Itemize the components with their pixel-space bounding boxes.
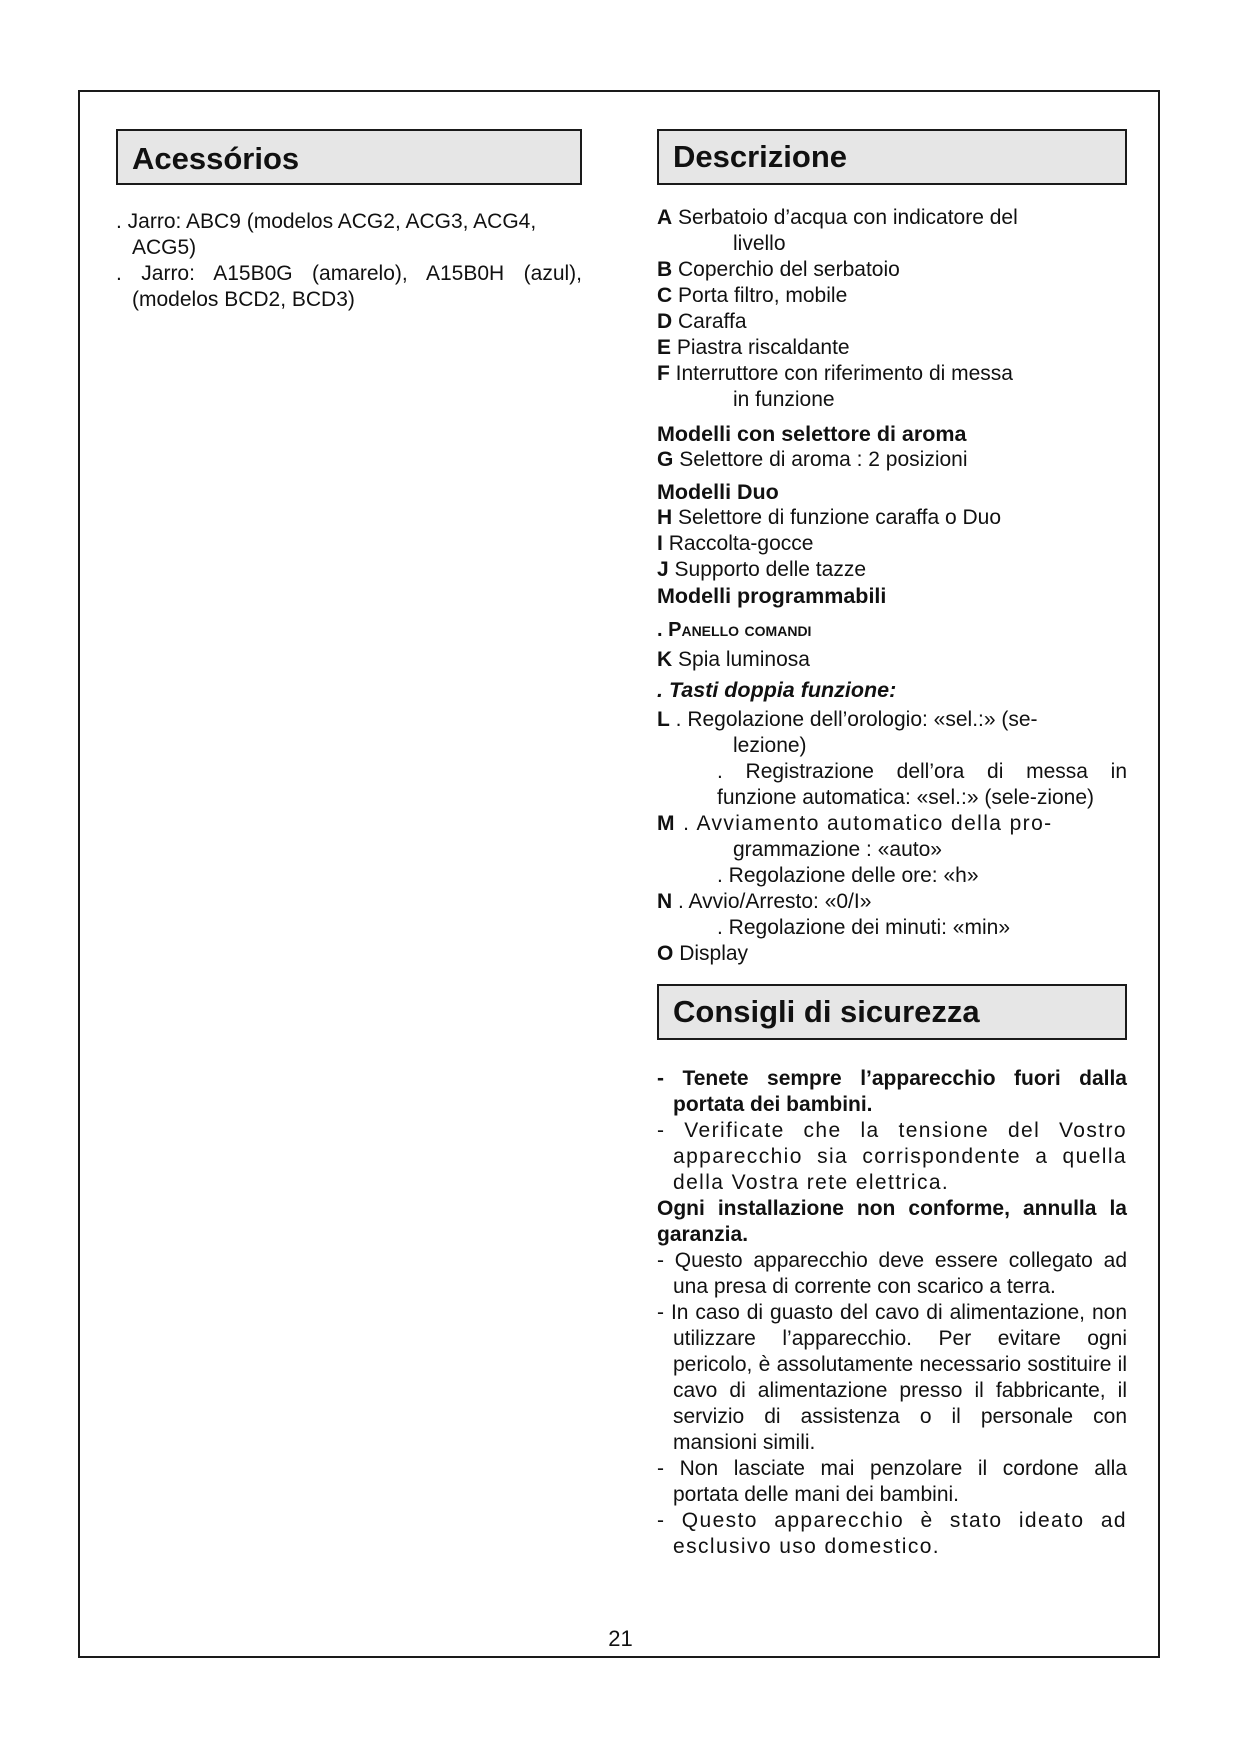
part-item-k	[657, 647, 1127, 673]
part-letter: L	[657, 708, 670, 731]
list-item: . Jarro: A15B0G (amarelo), A15B0H (azul), (modelos BCD2, BCD3)	[116, 262, 582, 311]
part-text: Piastra riscaldante	[676, 336, 850, 359]
descrizione-title: Descrizione	[673, 139, 848, 174]
safety-warning: Ogni installazione non conforme, annulla la garanzia.	[657, 1197, 1127, 1246]
part-letter: B	[657, 258, 673, 281]
part-letter: E	[657, 336, 672, 359]
m-sub-item: . Regolazione delle ore: «h»	[717, 864, 979, 887]
programmabili-heading: Modelli programmabili	[657, 584, 887, 608]
part-letter: A	[657, 206, 673, 229]
part-text-continued: grammazione : «auto»	[733, 838, 942, 861]
page-number: 21	[608, 1626, 633, 1651]
acessorios-title: Acessórios	[132, 141, 300, 176]
safety-item: - In caso di guasto del cavo di alimentazione, non utilizzare l’apparecchio. Per evitare ogni pericolo, è assolutamente necessario sostituire il cavo di alimentazione presso il fabbricante, il servizio di assistenza o il personale con mansioni simili.	[657, 1301, 1127, 1454]
part-letter: N	[657, 890, 673, 913]
safety-item: - Questo apparecchio deve essere collegato ad una presa di corrente con scarico a terra.	[657, 1249, 1127, 1298]
part-item-j	[657, 557, 1127, 583]
part-item-e	[657, 335, 1127, 361]
part-text: . Avvio/Arresto: «0/I»	[678, 890, 872, 913]
part-text: Porta filtro, mobile	[678, 284, 848, 307]
safety-item: - Verificate che la tensione del Vostro apparecchio sia corrispondente a quella della Vostra rete elettrica.	[657, 1119, 1127, 1194]
n-sub-item: . Regolazione dei minuti: «min»	[717, 916, 1010, 939]
part-letter: G	[657, 448, 674, 471]
part-item-o	[657, 941, 1127, 967]
part-item-n	[657, 889, 1127, 915]
part-text: Interruttore con riferimento di messa	[675, 362, 1013, 385]
sicurezza-title: Consigli di sicurezza	[673, 994, 980, 1029]
part-text: . Regolazione dell’orologio: «sel.:» (se-	[675, 708, 1038, 731]
part-letter: D	[657, 310, 673, 333]
part-text-continued: in funzione	[733, 388, 835, 411]
list-item: . Jarro: ABC9 (modelos ACG2, ACG3, ACG4, ACG5)	[116, 210, 537, 259]
part-text-continued: livello	[733, 232, 786, 255]
right-column	[657, 129, 1127, 1560]
part-text: Selettore di aroma : 2 posizioni	[679, 448, 968, 471]
aroma-heading: Modelli con selettore di aroma	[657, 422, 967, 446]
panel-heading: . Panello comandi	[657, 619, 812, 641]
acessorios-section	[116, 129, 582, 313]
part-letter: C	[657, 284, 673, 307]
part-letter: F	[657, 362, 670, 385]
part-item-i	[657, 531, 1127, 557]
descrizione-list	[657, 205, 1127, 967]
part-item-m	[657, 811, 1127, 837]
part-letter: M	[657, 812, 676, 835]
part-item-d	[657, 309, 1127, 335]
acessorios-heading	[116, 129, 582, 185]
part-item-a	[657, 205, 1127, 231]
part-letter: H	[657, 506, 673, 529]
part-text: Display	[679, 942, 749, 965]
part-text: Coperchio del serbatoio	[678, 258, 900, 281]
part-text: . Avviamento automatico della pro-	[683, 812, 1053, 835]
l-sub-item: . Registrazione dell’ora di messa in funzione automatica: «sel.:» (sele-zione)	[717, 760, 1127, 809]
part-letter: J	[657, 558, 669, 581]
part-text: Supporto delle tazze	[674, 558, 866, 581]
part-text: Spia luminosa	[678, 648, 810, 671]
part-item-l	[657, 707, 1127, 733]
part-item-b	[657, 257, 1127, 283]
safety-item: - Non lasciate mai penzolare il cordone alla portata delle mani dei bambini.	[657, 1457, 1127, 1506]
part-text-continued: lezione)	[733, 734, 807, 757]
part-letter: K	[657, 648, 673, 671]
part-item-f	[657, 361, 1127, 387]
part-text: Caraffa	[678, 310, 747, 333]
part-letter: I	[657, 532, 663, 555]
part-item-h	[657, 505, 1127, 531]
descrizione-heading	[657, 129, 1127, 185]
sicurezza-section	[657, 984, 1127, 1560]
sicurezza-heading	[657, 984, 1127, 1040]
part-item-g	[657, 447, 1127, 473]
acessorios-list	[116, 209, 582, 313]
part-text: Selettore di funzione caraffa o Duo	[678, 506, 1002, 529]
safety-item: - Tenete sempre l’apparecchio fuori dalla portata dei bambini.	[657, 1067, 1127, 1116]
part-text: Raccolta-gocce	[668, 532, 814, 555]
part-text: Serbatoio d’acqua con indicatore del	[678, 206, 1018, 229]
dual-function-heading: . Tasti doppia funzione:	[657, 678, 897, 702]
safety-item: - Questo apparecchio è stato ideato ad esclusivo uso domestico.	[657, 1509, 1127, 1558]
duo-heading: Modelli Duo	[657, 480, 779, 504]
part-letter: O	[657, 942, 674, 965]
sicurezza-list	[657, 1066, 1127, 1560]
part-item-c	[657, 283, 1127, 309]
